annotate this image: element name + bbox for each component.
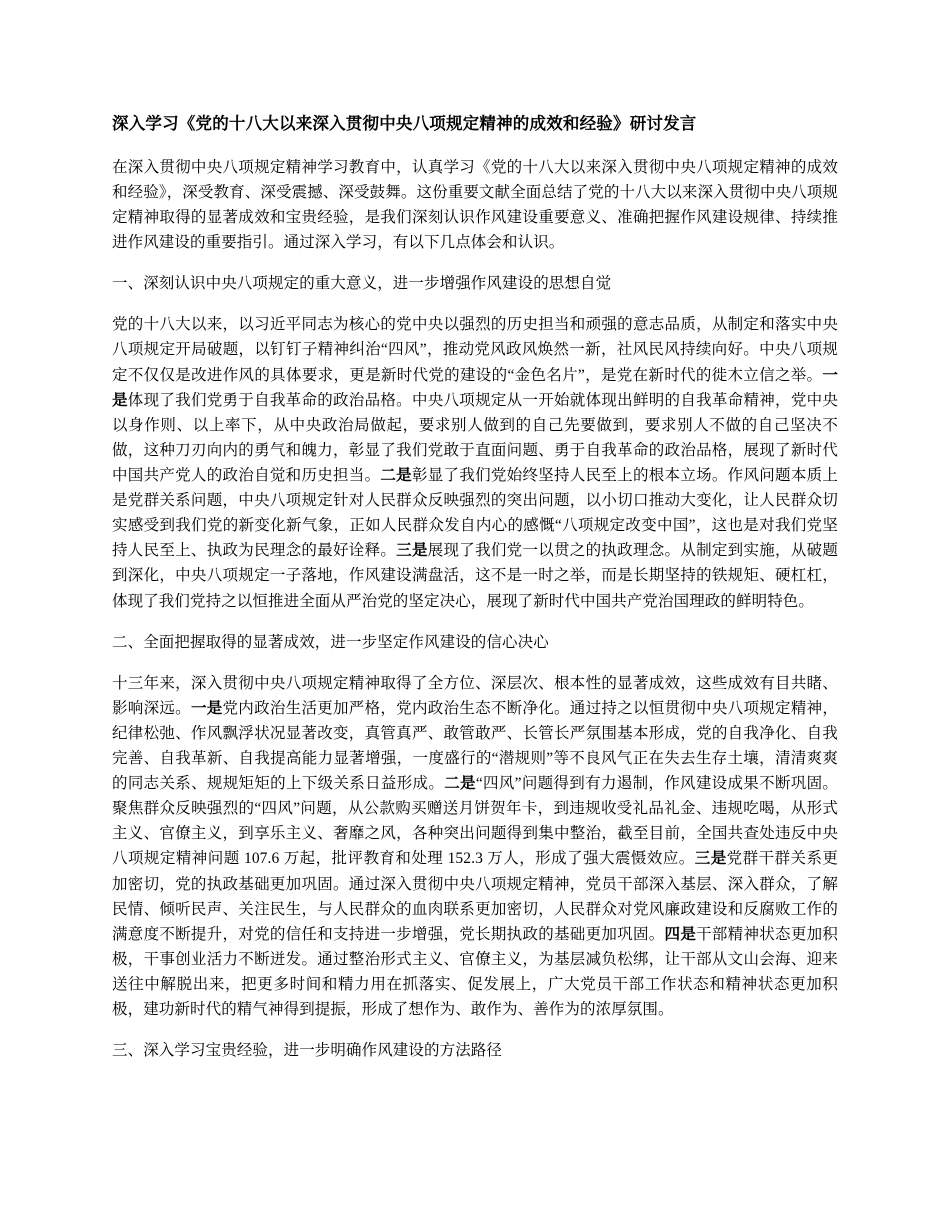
text-run: “四风”问题得到有力遏制，作风建设成果不断巩固。聚焦群众反映强烈的“四风”问题，从公款购买赠送月饼贺年卡，到违规收受礼品礼金、违规吃喝，从形式主义、官僚主义，到享乐主义、奢靡之风，各种突出问题得到集中整治，截至目前，全国共查处违反中央八项规定精神问题 107.6 万起，批评教育和处理 152.3 万人，形成了强大震慑效应。: [112, 775, 838, 868]
text-run: 干部精神状态更加积极，干事创业活力不断迸发。通过整治形式主义、官僚主义，为基层减负松绑，让干部从文山会海、迎来送往中解脱出来，把更多时间和精力用在抓落实、促发展上，广大党员干部工作状态和精神状态更加积极，建功新时代的精气神得到提振，形成了想作为、敢作为、善作为的浓厚氛围。: [112, 925, 838, 1019]
text-run: 党群干群关系更加密切，党的执政基础更加巩固。通过深入贯彻中央八项规定精神，党员干部深入基层、深入群众，了解民情、倾听民声、关注民生，与人民群众的血肉联系更加密切，人民群众对党风廉政建设和反腐败工作的满意度不断提升，对党的信任和支持进一步增强，党长期执政的基础更加巩固。: [112, 850, 838, 943]
intro-paragraph: [112, 155, 838, 255]
text-run: 二、全面把握取得的显著成效，进一步坚定作风建设的信心决心: [112, 633, 549, 651]
page-title: 深入学习《党的十八大以来深入贯彻中央八项规定精神的成效和经验》研讨发言: [112, 115, 697, 133]
text-run: 体现了我们党勇于自我革命的政治品格。中央八项规定从一开始就体现出鲜明的自我革命精神，党中央以身作则、以上率下，从中央政治局做起，要求别人做到的自己先要做到，要求别人不做的自己坚决不做，这种刀刃向内的勇气和魄力，彰显了我们党敢于直面问题、勇于自我革命的政治品格，展现了新时代中国共产党人的政治自觉和历史担当。: [112, 391, 838, 484]
emphasis-run: 四是: [664, 925, 697, 943]
text-run: 党内政治生活更加严格，党内政治生态不断净化。通过持之以恒贯彻中央八项规定精神，纪律松弛、作风飘浮状况显著改变，真管真严、敢管敢严、长管长严氛围基本形成，党的自我净化、自我完善、自我革新、自我提高能力显著增强，一度盛行的“潜规则”等不良风气正在失去生存土壤，清清爽爽的同志关系、规规矩矩的上下级关系日益形成。: [112, 699, 838, 793]
section-heading-2: [112, 630, 838, 655]
text-run: 展现了我们党一以贯之的执政理念。从制定到实施，从破题到深化，中央八项规定一子落地，作风建设满盘活，这不是一时之举，而是长期坚持的铁规矩、硬杠杠，体现了我们党持之以恒推进全面从严治党的坚定决心，展现了新时代中国共产党治国理政的鲜明特色。: [112, 542, 838, 610]
text-run: 三、深入学习宝贵经验，进一步明确作风建设的方法路径: [112, 1042, 503, 1060]
emphasis-run: 三是: [694, 850, 727, 868]
text-run: 党的十八大以来，以习近平同志为核心的党中央以强烈的历史担当和顽强的意志品质，从制定和落实中央八项规定开局破题，以钉钉子精神纠治“四风”，推动党风政风焕然一新，社风民风持续向好。中央八项规定不仅仅是改进作风的具体要求，更是新时代党的建设的“金色名片”，是党在新时代的徙木立信之举。: [112, 316, 838, 384]
section-heading-1: [112, 271, 838, 296]
emphasis-run: 一是: [190, 699, 223, 717]
text-run: 在深入贯彻中央八项规定精神学习教育中，认真学习《党的十八大以来深入贯彻中央八项规定精神的成效和经验》，深受教育、深受震撼、深受鼓舞。这份重要文献全面总结了党的十八大以来深入贯彻中央八项规定精神取得的显著成效和宝贵经验，是我们深刻认识作风建设重要意义、准确把握作风建设规律、持续推进作风建设的重要指引。通过深入学习，有以下几点体会和认识。: [112, 158, 838, 252]
text-run: 彰显了我们党始终坚持人民至上的根本立场。作风问题本质上是党群关系问题，中央八项规定针对人民群众反映强烈的突出问题，以小切口推动大变化，让人民群众切实感受到我们党的新变化新气象，正如人民群众发自内心的感慨“八项规定改变中国”，这也是对我们党坚持人民至上、执政为民理念的最好诠释。: [112, 466, 839, 560]
emphasis-run: 二是: [380, 466, 412, 484]
text-run: 一、深刻认识中央八项规定的重大意义，进一步增强作风建设的思想自觉: [112, 275, 612, 293]
text-run: 十三年来，深入贯彻中央八项规定精神取得了全方位、深层次、根本性的显著成效，这些成效有目共睹、影响深远。: [112, 674, 838, 717]
emphasis-run: 一是: [112, 366, 838, 409]
document-body: [112, 155, 838, 1064]
section-1-body: [112, 312, 838, 613]
section-heading-3: [112, 1038, 838, 1063]
section-2-body: [112, 671, 838, 1023]
emphasis-run: 三是: [396, 542, 428, 560]
emphasis-run: 二是: [444, 775, 476, 793]
